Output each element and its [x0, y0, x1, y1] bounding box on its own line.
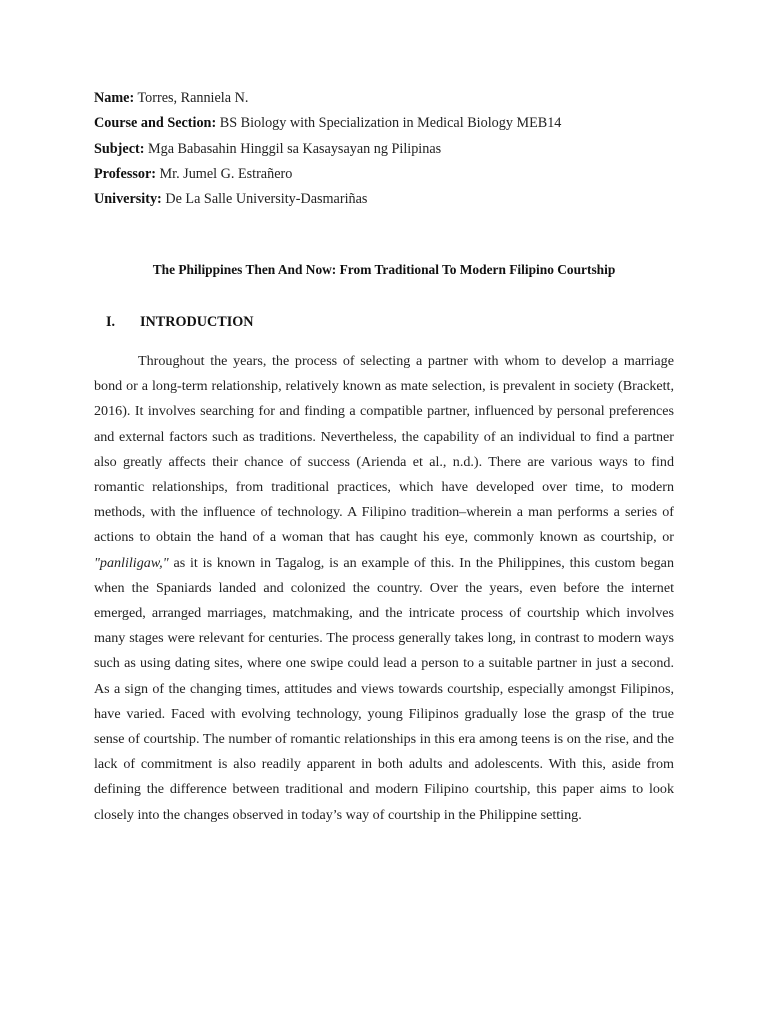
- name-label: Name:: [94, 90, 135, 106]
- university-label: University:: [94, 191, 162, 208]
- document-title: The Philippines Then And Now: From Traditional To Modern Filipino Courtship: [152, 262, 616, 277]
- course-row: [94, 111, 694, 136]
- italic-term: "panliligaw,": [94, 554, 169, 571]
- professor-value: Mr. Jumel G. Estrañero: [159, 165, 293, 182]
- student-info-block: [94, 86, 694, 212]
- professor-row: [94, 162, 694, 187]
- university-value: De La Salle University-Dasmariñas: [165, 191, 368, 208]
- name-row: [94, 86, 694, 111]
- section-title: INTRODUCTION: [140, 314, 254, 330]
- university-row: [94, 187, 694, 212]
- professor-label: Professor:: [94, 165, 156, 182]
- section-heading: [94, 314, 674, 331]
- introduction-paragraph: [94, 349, 674, 828]
- subject-row: [94, 137, 694, 162]
- name-value: Torres, Ranniela N.: [137, 90, 249, 106]
- course-value: BS Biology with Specialization in Medical Biology MEB14: [219, 115, 562, 132]
- subject-label: Subject:: [94, 140, 145, 157]
- paragraph-text-part2: as it is known in Tagalog, is an example of this. In the Philippines, this custom began when the Spaniards landed and colonized the country. Over the years, even before the internet emerged, arranged marriages, matchmaking, and the intricate process of courtship which involves many stages were relevant for centuries. The process generally takes long, in contrast to modern ways such as using dating sites, where one swipe could lead a person to a suitable partner in just a second. As a sign of the changing times, attitudes and views towards courtship, especially amongst Filipinos, have varied. Faced with evolving technology, young Filipinos gradually lose the grasp of the true sense of courtship. The number of romantic relationships in this era among teens is on the rise, and the lack of commitment is also readily apparent in both adults and adolescents. With this, aside from defining the difference between traditional and modern Filipino courtship, this paper aims to look closely into the changes observed in today’s way of courtship in the Philippine setting.: [94, 554, 674, 823]
- section-number: I.: [106, 314, 116, 330]
- paragraph-text-part1: Throughout the years, the process of selecting a partner with whom to develop a marriage bond or a long-term relationship, relatively known as mate selection, is prevalent in society (Brackett, 2016). It involves searching for and finding a compatible partner, influenced by personal preferences and external factors such as traditions. Nevertheless, the capability of an individual to find a partner also greatly affects their chance of success (Arienda et al., n.d.). There are various ways to find romantic relationships, from traditional practices, which have developed over time, to modern methods, with the influence of technology. A Filipino tradition–wherein a man performs a series of actions to obtain the hand of a woman that has caught his eye, commonly known as courtship, or: [94, 353, 674, 546]
- course-label: Course and Section:: [94, 115, 217, 132]
- subject-value: Mga Babasahin Hinggil sa Kasaysayan ng Pilipinas: [148, 140, 442, 157]
